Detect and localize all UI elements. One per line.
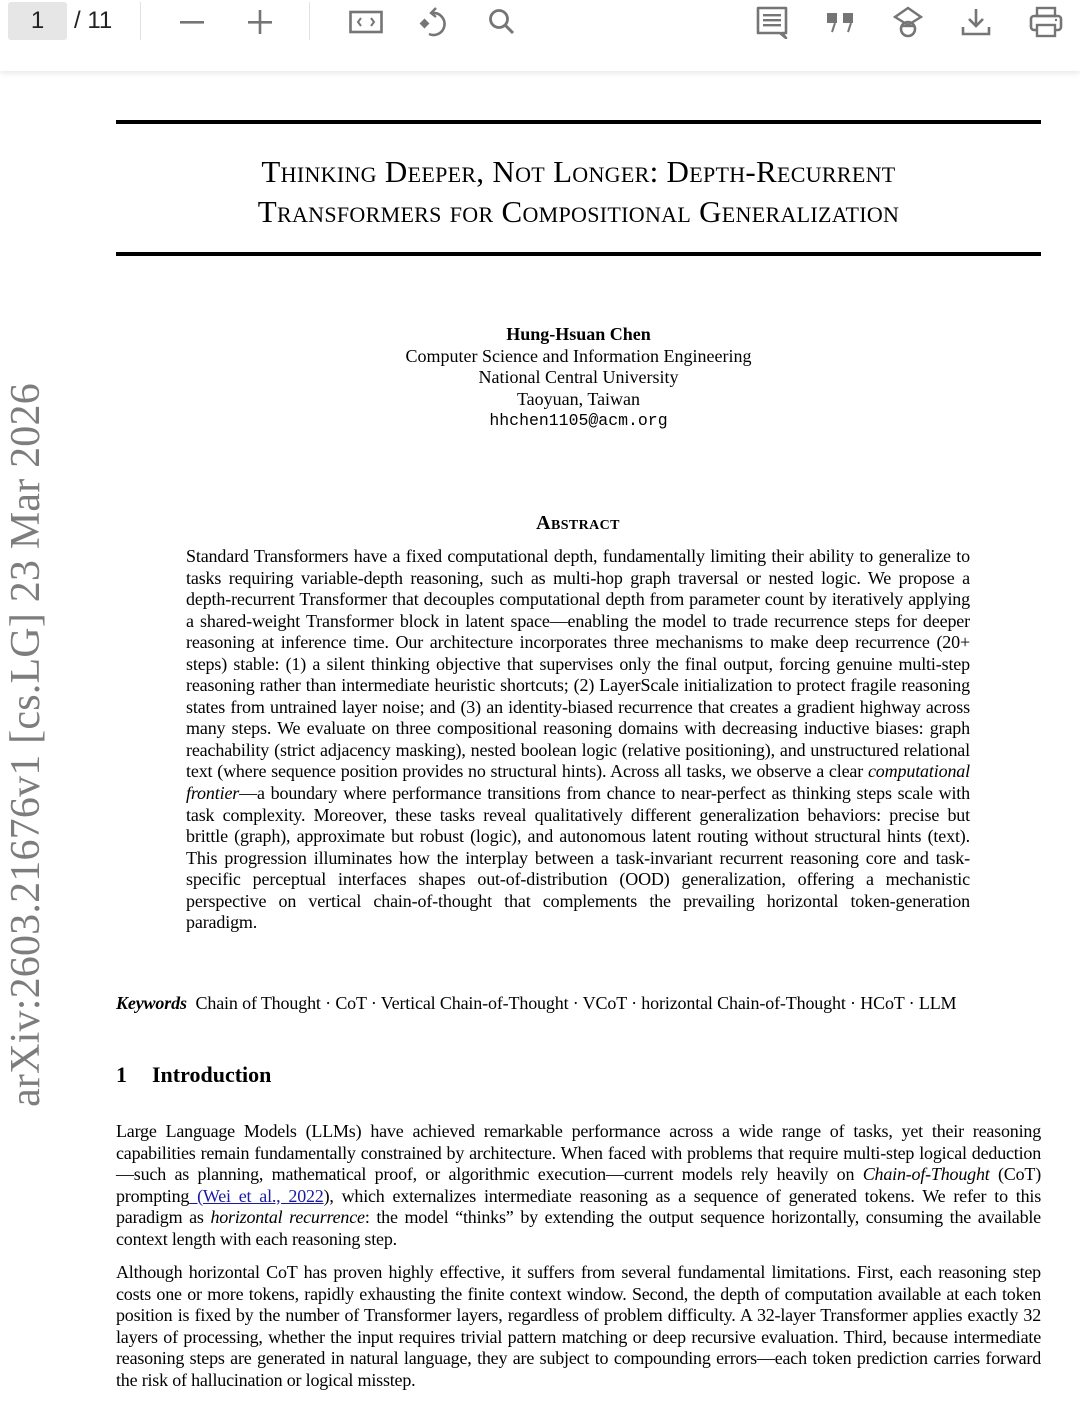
paragraph-text: : the model “thinks” by extending the output sequence horizontally, consuming the available context length with each reasoning step. bbox=[116, 1207, 1041, 1249]
keywords-list: Chain of Thought · CoT · Vertical Chain-of-Thought · VCoT · horizontal Chain-of-Thought · HCoT · LLM bbox=[195, 993, 957, 1013]
title-bottom-rule bbox=[116, 252, 1041, 256]
fit-width-icon bbox=[349, 5, 383, 39]
intro-paragraph-2: Although horizontal CoT has proven highly effective, it suffers from several fundamental limitations. First, each reasoning step costs one or more tokens, rapidly exhausting the finite context window. Second, the depth of computation available at each token position is fixed by the number of Transformer layers, regardless of problem difficulty. A 32-layer Transformer applies exactly 32 layers of processing, whether the input requires trivial pattern matching or deep recursive evaluation. Third, because intermediate reasoning steps are generated in natural language, they are subject to compounding errors—each token prediction carries forward the risk of hallucination or logical misstep. bbox=[116, 1262, 1041, 1390]
paragraph-emphasis: Chain-of-Thought bbox=[862, 1164, 990, 1185]
page-number-input[interactable]: 1 bbox=[8, 2, 67, 40]
comments-button[interactable] bbox=[754, 4, 790, 40]
intro-paragraph-1 bbox=[116, 1121, 1041, 1250]
zoom-in-icon bbox=[243, 5, 277, 39]
paragraph-text: ), which externalizes intermediate reasoning as a sequence of generated tokens. We refer to this paradigm as bbox=[116, 1185, 1041, 1228]
print-button[interactable] bbox=[1028, 4, 1064, 40]
arxiv-identifier: arXiv:2603.21676v1 [cs.LG] 23 Mar 2026 bbox=[3, 383, 50, 1107]
search-icon bbox=[485, 5, 519, 39]
paragraph-text: (CoT) prompting bbox=[116, 1164, 1041, 1206]
title-line-2: Transformers for Compositional Generalization bbox=[257, 194, 900, 229]
abstract-text: —a boundary where performance transitions from chance to near-perfect as thinking steps scale with task complexity. Moreover, these tasks reveal qualitatively different generalization behaviors: precise but brittle (graph), approximate but robust (logic), and autonomous latent routing without structural hints (text). This progression illuminates how the interplay between a task-invariant recurrent reasoning core and task-specific perceptual interfaces shapes out-of-distribution (OOD) generalization, offering a mechanistic perspective on vertical chain-of-thought that complements the prevailing horizontal token-generation paradigm. bbox=[186, 783, 970, 933]
title-top-rule bbox=[116, 120, 1041, 124]
section-number: 1 bbox=[116, 1062, 127, 1087]
zoom-out-button[interactable] bbox=[174, 4, 210, 40]
section-heading-introduction bbox=[116, 1062, 271, 1088]
toolbar-divider bbox=[309, 2, 310, 40]
download-button[interactable] bbox=[958, 4, 994, 40]
pdf-toolbar bbox=[0, 0, 1080, 71]
search-button[interactable] bbox=[484, 4, 520, 40]
keywords-line bbox=[116, 992, 1041, 1014]
print-icon bbox=[1029, 5, 1063, 39]
abstract-body bbox=[186, 546, 970, 934]
author-department: Computer Science and Information Engineering bbox=[405, 345, 752, 366]
paper-title bbox=[116, 152, 1041, 232]
rotate-icon bbox=[417, 5, 451, 39]
page-total-label: / 11 bbox=[74, 7, 113, 34]
abstract-text: Standard Transformers have a fixed computational depth, fundamentally limiting their ability to generalize to tasks requiring variable-depth reasoning, such as multi-hop graph traversal or nested logic. We propose a depth-recurrent Transformer that decouples computational depth from parameter count by iteratively applying a shared-weight Transformer block in latent space—enabling the model to trade recurrence steps for deeper reasoning at inference time. Our architecture incorporates three mechanisms to make deep recurrence (20+ steps) stable: (1) a silent thinking objective that supervises only the final output, forcing genuine multi-step reasoning rather than intermediate heuristic shortcuts; (2) LayerScale initialization to protect fragile reasoning states from untrained layer noise; and (3) an identity-biased recurrence that creates a gradient highway across many steps. We evaluate on three compositional reasoning domains with decreasing inductive biases: graph reachability (strict adjacency masking), nested boolean logic (relative positioning), and unstructured relational text (where sequence position provides no structural hints). Across all tasks, we observe a clear bbox=[186, 546, 970, 782]
scholar-icon bbox=[891, 5, 925, 39]
cite-quote-icon bbox=[823, 5, 857, 39]
citation-link-wei-2022[interactable]: (Wei et al., 2022 bbox=[189, 1185, 324, 1206]
title-line-1: Thinking Deeper, Not Longer: Depth-Recurrent bbox=[261, 154, 896, 189]
keywords-label: Keywords bbox=[116, 993, 187, 1013]
rotate-button[interactable] bbox=[416, 4, 452, 40]
zoom-in-button[interactable] bbox=[242, 4, 278, 40]
author-university: National Central University bbox=[478, 367, 679, 388]
toolbar-divider bbox=[140, 2, 141, 40]
author-name: Hung-Hsuan Chen bbox=[506, 324, 651, 344]
arxiv-stamp bbox=[2, 383, 50, 1107]
cite-button[interactable] bbox=[822, 4, 858, 40]
paragraph-text: Large Language Models (LLMs) have achieved remarkable performance across a wide range of tasks, yet their reasoning capabilities remain fundamentally constrained by architecture. When faced with problems that require multi-step logical deduction—such as planning, mathematical proof, or algorithmic execution—current models rely heavily on bbox=[116, 1121, 1041, 1185]
section-title: Introduction bbox=[152, 1062, 272, 1087]
scholar-button[interactable] bbox=[890, 4, 926, 40]
author-block bbox=[330, 324, 827, 432]
abstract-heading: Abstract bbox=[536, 512, 620, 534]
download-icon bbox=[959, 5, 993, 39]
author-location: Taoyuan, Taiwan bbox=[516, 388, 641, 409]
comment-icon bbox=[755, 5, 789, 39]
zoom-out-icon bbox=[175, 5, 209, 39]
fit-page-button[interactable] bbox=[348, 4, 384, 40]
abstract-emphasis: computational frontier bbox=[186, 761, 970, 804]
paragraph-emphasis: horizontal recurrence bbox=[210, 1207, 365, 1228]
author-email[interactable]: hhchen1105@acm.org bbox=[489, 411, 668, 431]
